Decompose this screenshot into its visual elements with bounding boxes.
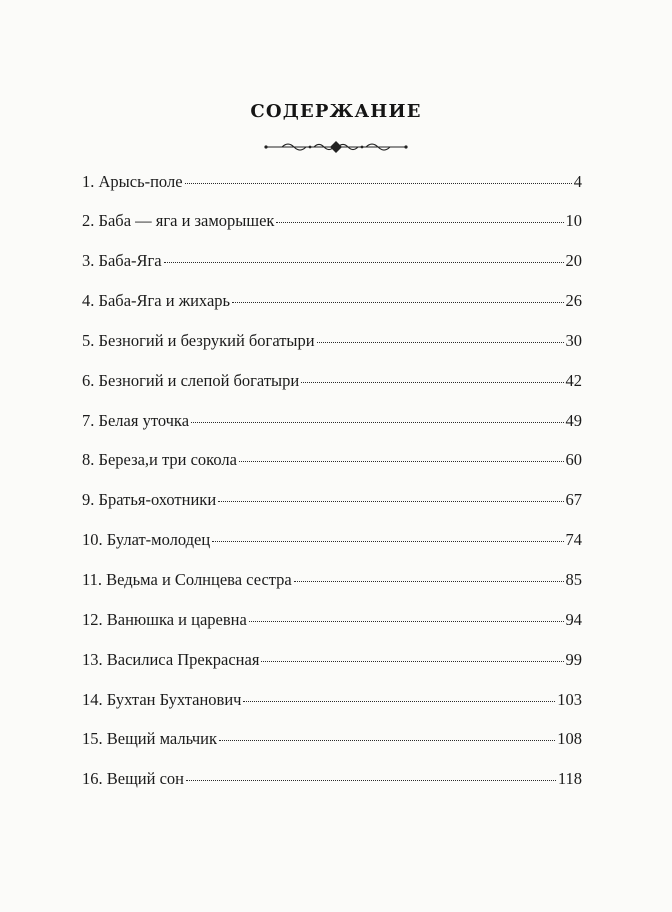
toc-entry-title: 11. Ведьма и Солнцева сестра <box>82 570 292 589</box>
dot-leader <box>239 460 564 462</box>
toc-entry-page: 42 <box>565 371 582 390</box>
toc-entry <box>82 251 582 271</box>
dot-leader <box>191 421 563 423</box>
toc-entry-page: 85 <box>565 570 582 589</box>
toc-entry-page: 118 <box>557 769 582 788</box>
toc-entry <box>82 610 582 630</box>
toc-entry-page: 4 <box>573 172 582 191</box>
toc-entry <box>82 570 582 590</box>
dot-leader <box>218 500 563 502</box>
toc-entry-page: 103 <box>557 690 582 709</box>
toc-entry-page: 30 <box>565 331 582 350</box>
page-title: СОДЕРЖАНИЕ <box>250 101 422 122</box>
toc-entry-title: 6. Безногий и слепой богатыри <box>82 371 300 390</box>
toc-entry <box>82 211 582 231</box>
toc-entry-title: 7. Белая уточка <box>82 411 190 430</box>
ornament-divider-icon <box>262 139 410 155</box>
toc-entry-page: 67 <box>565 490 582 509</box>
toc-entry-title: 5. Безногий и безрукий богатыри <box>82 331 315 350</box>
toc-entry-page: 26 <box>565 291 582 310</box>
dot-leader <box>164 261 564 263</box>
toc-entry-page: 99 <box>565 650 582 669</box>
toc-entry-title: 2. Баба — яга и заморышек <box>82 211 275 230</box>
dot-leader <box>219 739 555 741</box>
toc-entry-title: 14. Бухтан Бухтанович <box>82 690 242 709</box>
toc-entry-title: 16. Вещий сон <box>82 769 184 788</box>
toc-entry-title: 4. Баба-Яга и жихарь <box>82 291 231 310</box>
toc-entry <box>82 331 582 351</box>
dot-leader <box>276 221 563 223</box>
toc-entry <box>82 769 582 789</box>
toc-entry <box>82 650 582 670</box>
dot-leader <box>185 182 572 184</box>
toc-entry-title: 9. Братья-охотники <box>82 490 217 509</box>
toc-entry-title: 1. Арысь-поле <box>82 172 183 191</box>
toc-entry-page: 74 <box>565 530 582 549</box>
toc-entry-page: 20 <box>565 251 582 270</box>
toc-entry <box>82 690 582 710</box>
toc-entry <box>82 291 582 311</box>
toc-entry-title: 3. Баба-Яга <box>82 251 162 270</box>
dot-leader <box>249 620 564 622</box>
toc-entry <box>82 490 582 510</box>
dot-leader <box>232 301 563 303</box>
toc-entry <box>82 411 582 431</box>
toc-entry-title: 13. Василиса Прекрасная <box>82 650 260 669</box>
toc-entry <box>82 371 582 391</box>
toc-entry-title: 12. Ванюшка и царевна <box>82 610 247 629</box>
toc-entry-page: 60 <box>565 450 582 469</box>
toc-entry-title: 15. Вещий мальчик <box>82 729 218 748</box>
toc-entry-page: 10 <box>565 211 582 230</box>
toc-entry-page: 49 <box>565 411 582 430</box>
dot-leader <box>186 779 556 781</box>
toc-entry <box>82 172 582 192</box>
dot-leader <box>212 540 563 542</box>
dot-leader <box>301 381 563 383</box>
dot-leader <box>317 341 564 343</box>
toc-entry <box>82 729 582 749</box>
toc-entry <box>82 530 582 550</box>
toc-entry <box>82 450 582 470</box>
toc-entry-page: 108 <box>557 729 582 748</box>
toc-entry-title: 8. Береза,и три сокола <box>82 450 237 469</box>
dot-leader <box>294 580 564 582</box>
toc-entry-page: 94 <box>565 610 582 629</box>
toc-entry-title: 10. Булат-молодец <box>82 530 211 549</box>
dot-leader <box>243 700 555 702</box>
dot-leader <box>261 660 563 662</box>
